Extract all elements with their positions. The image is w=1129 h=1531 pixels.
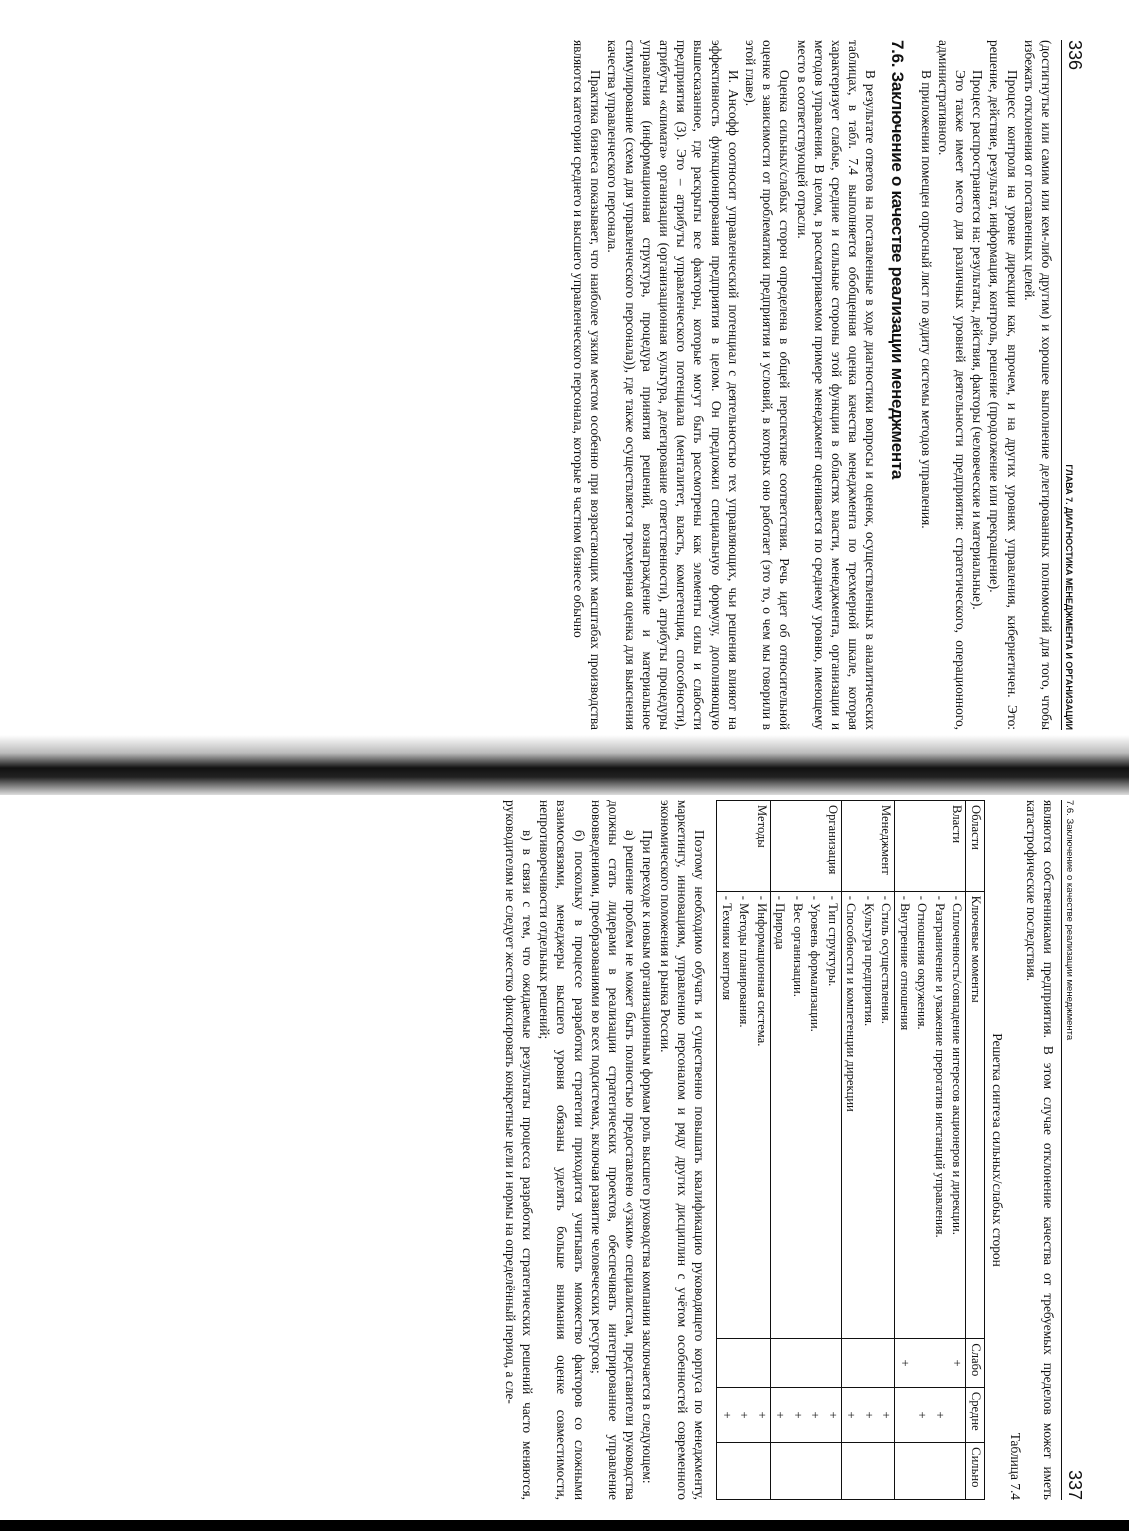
key-point-cell: - Уровень формализации. — [806, 891, 824, 1339]
section-heading: 7.6. Заключение о качестве реализации менеджмента — [888, 40, 908, 479]
area-cell: Власти — [895, 801, 966, 892]
table-row — [735, 801, 753, 1500]
col-header: Сильно — [966, 1443, 985, 1500]
rating-strong-cell — [735, 1443, 753, 1500]
body-text-bottom — [570, 40, 880, 730]
table-caption: Таблица 7.4 — [1007, 1432, 1023, 1500]
intro-text — [1023, 800, 1057, 1500]
key-point-cell: - Методы планирования. — [735, 891, 753, 1339]
rating-mid-cell: + — [770, 1387, 788, 1442]
page-336 — [45, 40, 1085, 730]
key-point-cell: - Природа — [770, 891, 788, 1339]
rating-weak-cell — [735, 1339, 753, 1387]
rating-weak-cell: + — [895, 1339, 913, 1387]
key-point-cell: - Тип структуры. — [823, 891, 841, 1339]
rating-mid-cell: + — [877, 1387, 895, 1442]
rating-mid-cell: + — [913, 1387, 931, 1442]
rating-weak-cell — [841, 1339, 859, 1387]
rating-mid-cell: + — [859, 1387, 877, 1442]
paragraph: Оценка сильных/слабых сторон определена в общей перспективе соответствия. Речь идет об относительной оценке в зависимости от проблематики предприятия и условий, в которых оно работает (это то, о чем мы говорили в этой главе). — [742, 40, 793, 730]
paragraph: Процесс распространяется на: результаты, действия, факторы (человеческие и материальные). — [970, 70, 986, 610]
paragraph: В результате ответов на поставленные в ходе диагностики вопросы и оценок, осуществленных в аналитических таблицах, в табл. 7.4 выполняется обобщенная оценка качества менеджмента по трехмерной шкале, которая характеризует слабые, средние и сильные стороны этой функции в областях власти, менеджмента, организации и методов управления. В целом, в рассматриваемом примере менеджмент оценивается по среднему уровню, имеющему место в соответствующей отрасли. — [794, 40, 879, 730]
rating-strong-cell — [930, 1443, 948, 1500]
swot-grid-table — [716, 800, 985, 1500]
key-point-cell: - Техники контроля — [717, 891, 735, 1339]
rating-strong-cell — [877, 1443, 895, 1500]
paragraph: Процесс контроля на уровне дирекции как, впрочем, и на других уровнях управления, кибернетичен. Это: решение, действие, результат, информация, контроль, решение (продолжение или прекращение). — [987, 40, 1020, 730]
rating-strong-cell — [788, 1443, 806, 1500]
rating-mid-cell — [948, 1387, 966, 1442]
table-row — [788, 801, 806, 1500]
rating-strong-cell — [806, 1443, 824, 1500]
paragraph: Практика бизнеса показывает, что наиболее узким местом особенно при возрастающих масштабах производства являются категории среднего и высшего управленческого персонала, которые в частном бизнесе обычно — [570, 40, 604, 730]
table-row — [823, 801, 841, 1500]
key-point-cell: - Вес организации. — [788, 891, 806, 1339]
body-text — [502, 800, 708, 1500]
rating-weak-cell — [752, 1339, 770, 1387]
rating-mid-cell — [895, 1387, 913, 1442]
rating-weak-cell — [930, 1339, 948, 1387]
paragraph: в) в связи с тем, что ожидаемые результаты процесса разработки стратегических решений часто меняются, руководителям не следует жестко фиксировать конкретные цели и нормы на определённый период, а сле- — [502, 800, 536, 1500]
rating-weak-cell — [806, 1339, 824, 1387]
table-row — [841, 801, 859, 1500]
rating-strong-cell — [841, 1443, 859, 1500]
rating-mid-cell: + — [930, 1387, 948, 1442]
paragraph: При переходе к новым организационным формам роль высшего руководства компании заключается в следующем: — [640, 830, 656, 1484]
table-row — [930, 801, 948, 1500]
paragraph: В приложении помещен опросный лист по аудиту системы методов управления. — [918, 70, 934, 529]
key-point-cell: - Культура предприятия. — [859, 891, 877, 1339]
paragraph: И. Ансофф соотносит управленческий потенциал с деятельностью тех управляющих, чьи решения влияют на эффективность функционирования предприятия в целом. Он предложил специальную формулу, дополняющую вышесказанное, где раскрыты все факторы, которые могут быть рассмотрены как элементы силы и слабости предприятия (3). Это – атрибуты управленческого потенциала (менталитет, власть, компетенция, способности), атрибуты «климата» организации (организационная культура, делегирование ответственности), атрибуты процедуры управления (информационная структура, процедура принятия решений, вознаграждение и материальное стимулирование (схема для управленческого персонала)), где также осуществляется трехмерная оценка для выяснения качества управленческого персонала. — [605, 40, 741, 730]
paragraph: являются собственниками предприятия. В этом случае отклонение качества от требуемых пределов может иметь катастрофические последствия. — [1023, 800, 1056, 1500]
body-text-top — [917, 40, 1055, 730]
area-cell: Методы — [717, 801, 771, 892]
table-row — [752, 801, 770, 1500]
rating-weak-cell — [877, 1339, 895, 1387]
rating-strong-cell — [895, 1443, 913, 1500]
rating-mid-cell: + — [752, 1387, 770, 1442]
rating-mid-cell: + — [823, 1387, 841, 1442]
table-row — [948, 801, 966, 1500]
table-title: Решетка синтеза сильных/слабых сторон — [989, 1033, 1005, 1267]
key-point-cell: - Сплоченность/совпадение интересов акционеров и дирекции. — [948, 891, 966, 1339]
rating-strong-cell — [859, 1443, 877, 1500]
rating-weak-cell: + — [948, 1339, 966, 1387]
rating-mid-cell: + — [806, 1387, 824, 1442]
col-header: Слабо — [966, 1339, 985, 1387]
rating-strong-cell — [823, 1443, 841, 1500]
col-header: Средне — [966, 1387, 985, 1442]
rating-strong-cell — [717, 1443, 735, 1500]
rating-strong-cell — [913, 1443, 931, 1500]
col-header: Ключевые моменты — [966, 891, 985, 1339]
paragraph: (достигнутые или самим или кем-либо другим) и хорошее выполнение делегированных полномочий для того, чтобы избежать отклонения от поставленных целей. — [1021, 40, 1054, 730]
book-gutter-shadow — [0, 735, 1129, 795]
key-point-cell: - Разграничение и уважение прерогатив инстанций управления. — [930, 891, 948, 1339]
rating-weak-cell — [913, 1339, 931, 1387]
running-head: ГЛАВА 7. ДИАГНОСТИКА МЕНЕДЖМЕНТА И ОРГАНИЗАЦИИ — [1064, 464, 1074, 730]
rating-weak-cell — [770, 1339, 788, 1387]
paragraph: а) решение проблем не может быть полностью предоставлено «узким» специалистам, представители руководства должны стать лидерами в реализации стратегических проектов, обеспечивать интегрированное управление нововведениями, преобразованиями во всех подсистемах, включая развитие человеческих ресурсов; — [588, 800, 639, 1500]
key-point-cell: - Способности и компетенции дирекции — [841, 891, 859, 1339]
page-337 — [35, 800, 1085, 1500]
rating-strong-cell — [752, 1443, 770, 1500]
page-number: 337 — [1065, 1469, 1085, 1500]
key-point-cell: - Информационная система. — [752, 891, 770, 1339]
rating-weak-cell — [717, 1339, 735, 1387]
col-header: Области — [966, 801, 985, 892]
area-cell: Организация — [770, 801, 841, 892]
paragraph: Это также имеет место для различных уровней деятельности предприятия: стратегического, операционного, административного. — [935, 40, 968, 730]
table-row — [877, 801, 895, 1500]
rating-weak-cell — [788, 1339, 806, 1387]
rating-weak-cell — [823, 1339, 841, 1387]
running-head: 7.6. Заключение о качестве реализации менеджмента — [1064, 800, 1075, 1041]
rating-strong-cell — [770, 1443, 788, 1500]
paragraph: б) поскольку в процессе разработки стратегии приходится учитывать множество факторов со сложными взаимосвязями, менеджеры высшего уровня обязаны уделять больше внимания оценке совместимости, непротиворечивости отдельных решений; — [537, 800, 587, 1500]
rating-strong-cell — [948, 1443, 966, 1500]
paragraph: Поэтому необходимо обучать и существенно повышать квалификацию руководящего корпуса по менеджменту, маркетингу, инновациям, управлению персоналом и ряду других дисциплин с учётом особенностей современного экономического положения и рынка России. — [657, 800, 708, 1500]
rating-mid-cell: + — [735, 1387, 753, 1442]
table-row — [895, 801, 913, 1500]
key-point-cell: - Внутренние отношения — [895, 891, 913, 1339]
page-edge-bottom — [0, 1520, 1129, 1531]
key-point-cell: - Стиль осуществления. — [877, 891, 895, 1339]
area-cell: Менеджмент — [841, 801, 895, 892]
table-row — [859, 801, 877, 1500]
key-point-cell: - Отношения окружения. — [913, 891, 931, 1339]
rating-weak-cell — [859, 1339, 877, 1387]
table-row — [770, 801, 788, 1500]
table-row — [717, 801, 735, 1500]
rating-mid-cell: + — [788, 1387, 806, 1442]
table-row — [913, 801, 931, 1500]
page-number: 336 — [1065, 40, 1085, 71]
table-row — [806, 801, 824, 1500]
rating-mid-cell: + — [841, 1387, 859, 1442]
rating-mid-cell: + — [717, 1387, 735, 1442]
